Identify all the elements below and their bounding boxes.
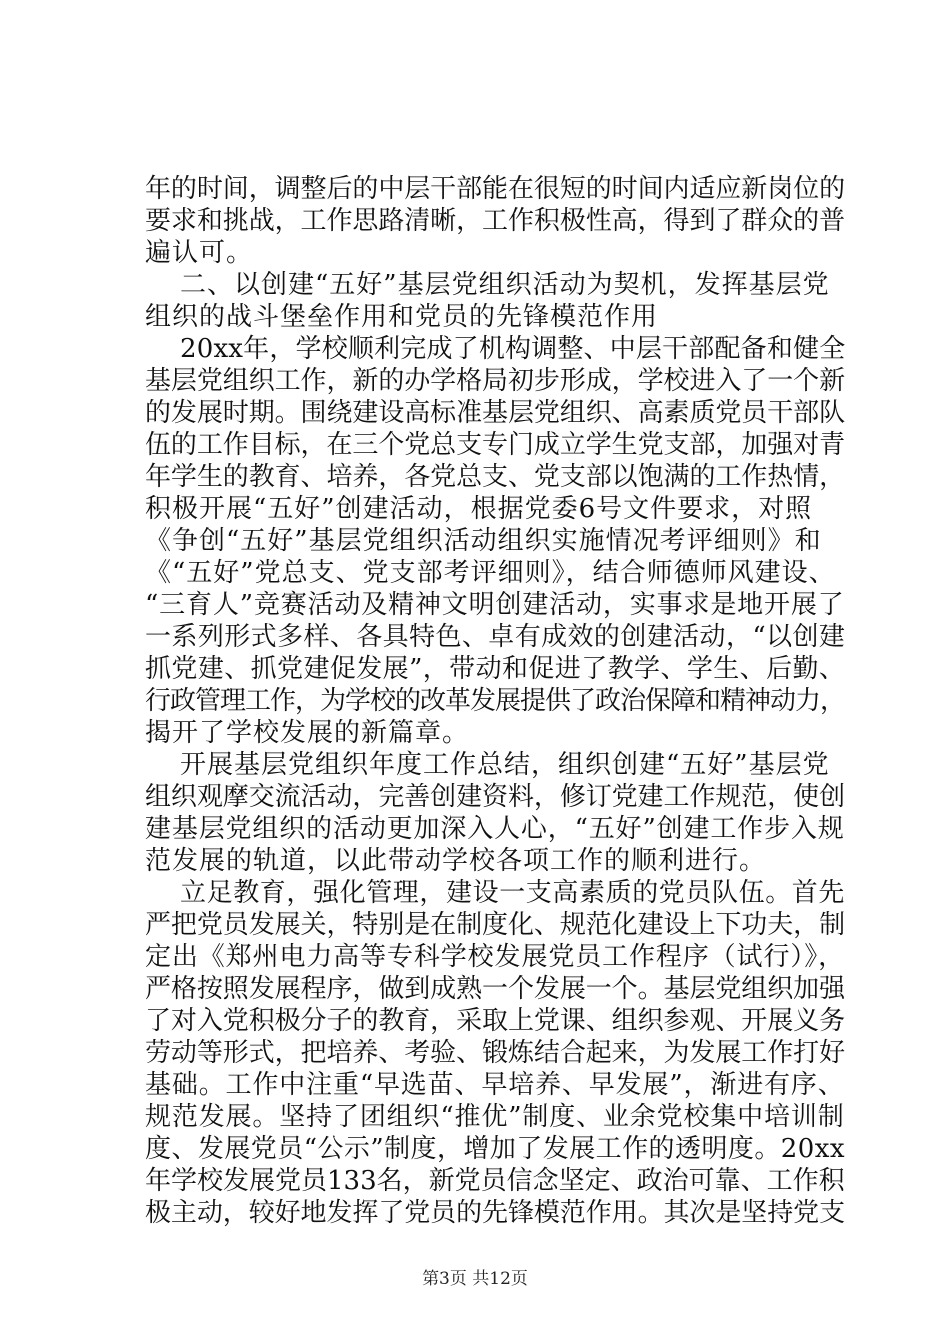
text-line: 组织观摩交流活动，完善创建资料，修订党建工作规范，使创 [145, 782, 846, 812]
text-line: 基础。工作中注重“早选苗、早培养、早发展”，渐进有序、 [145, 1070, 845, 1100]
text-line: 年的时间，调整后的中层干部能在很短的时间内适应新岗位的 [145, 174, 846, 204]
text-line: 行政管理工作，为学校的改革发展提供了政治保障和精神动力， [145, 686, 846, 716]
text-line: 定出《郑州电力高等专科学校发展党员工作程序（试行）》， [145, 942, 846, 972]
section-heading: 组织的战斗堡垒作用和党员的先锋模范作用 [145, 302, 659, 332]
text-line: 20xx年，学校顺利完成了机构调整、中层干部配备和健全 [180, 334, 846, 364]
text-line: 规范发展。坚持了团组织“推优”制度、业余党校集中培训制 [145, 1102, 845, 1132]
text-line: 基层党组织工作，新的办学格局初步形成，学校进入了一个新 [145, 366, 846, 396]
text-line: 开展基层党组织年度工作总结，组织创建“五好”基层党 [180, 750, 830, 780]
text-line: 《争创“五好”基层党组织活动组织实施情况考评细则》和 [145, 526, 822, 556]
text-line: 积极开展“五好”创建活动，根据党委6号文件要求，对照 [145, 494, 813, 524]
text-line: 要求和挑战，工作思路清晰，工作积极性高，得到了群众的普 [145, 206, 846, 236]
text-line: 范发展的轨道，以此带动学校各项工作的顺利进行。 [145, 846, 767, 876]
text-line: “三育人”竞赛活动及精神文明创建活动，实事求是地开展了 [145, 590, 845, 620]
text-line: 立足教育，强化管理，建设一支高素质的党员队伍。首先 [180, 878, 846, 908]
text-line: 一系列形式多样、各具特色、卓有成效的创建活动，“以创建 [145, 622, 846, 652]
text-line: 严把党员发展关，特别是在制度化、规范化建设上下功夫，制 [145, 910, 846, 940]
text-line: 遍认可。 [145, 238, 254, 268]
text-line: 伍的工作目标，在三个党总支专门成立学生党支部，加强对青 [145, 430, 846, 460]
page-number-footer: 第3页 共12页 [422, 1269, 528, 1289]
text-line: 揭开了学校发展的新篇章。 [145, 718, 470, 748]
text-line: 抓党建、抓党建促发展”，带动和促进了教学、学生、后勤、 [145, 654, 846, 684]
text-line: 度、发展党员“公示”制度，增加了发展工作的透明度。20xx [145, 1134, 845, 1164]
text-line: 了对入党积极分子的教育，采取上党课、组织参观、开展义务 [145, 1006, 846, 1036]
text-line: 年学校发展党员133名，新党员信念坚定、政治可靠、工作积 [145, 1166, 845, 1196]
text-line: 的发展时期。围绕建设高标准基层党组织、高素质党员干部队 [145, 398, 846, 428]
text-line: 严格按照发展程序，做到成熟一个发展一个。基层党组织加强 [145, 974, 846, 1004]
text-line: 建基层党组织的活动更加深入人心，“五好”创建工作步入规 [145, 814, 845, 844]
text-line: 劳动等形式，把培养、考验、锻炼结合起来，为发展工作打好 [145, 1038, 846, 1068]
text-line: 年学生的教育、培养，各党总支、党支部以饱满的工作热情， [145, 462, 846, 492]
section-heading: 二、以创建“五好”基层党组织活动为契机，发挥基层党 [180, 270, 830, 300]
text-line: 《“五好”党总支、党支部考评细则》，结合师德师风建设、 [145, 558, 836, 588]
text-line: 极主动，较好地发挥了党员的先锋模范作用。其次是坚持党支 [145, 1198, 846, 1228]
